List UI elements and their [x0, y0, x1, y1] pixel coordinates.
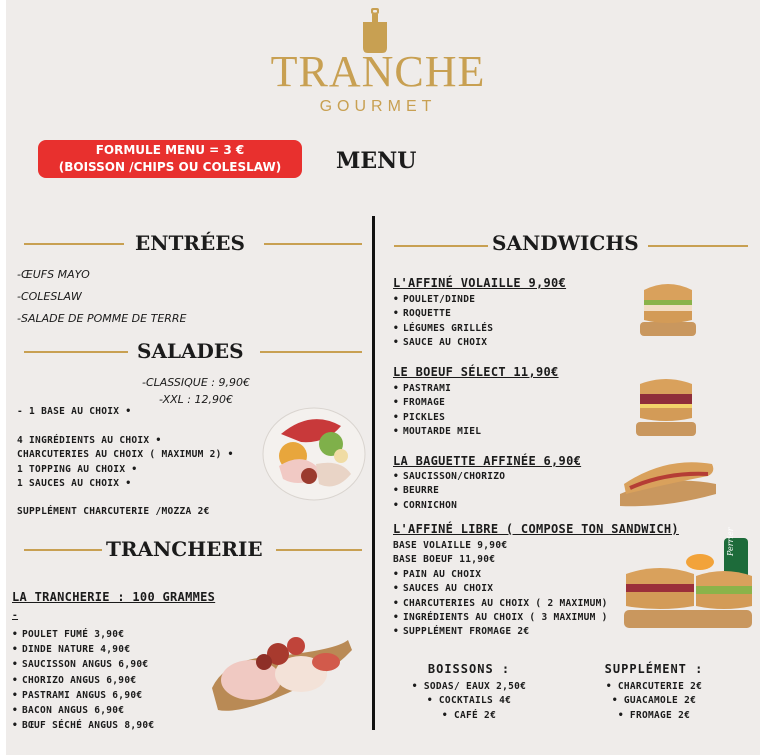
- supplements-list: [594, 680, 714, 723]
- trancherie-title: TRANCHERIE: [102, 537, 267, 561]
- boisson-item: SODAS/ EAUX 2,50€: [423, 681, 527, 692]
- formule-line-2: (BOISSON /CHIPS OU COLESLAW): [58, 160, 282, 174]
- list-item: • COCKTAILS 4€: [426, 695, 512, 707]
- salade-option: 1 TOPPING AU CHOIX •: [17, 463, 138, 475]
- entrees-rule-right: [264, 243, 362, 245]
- supplement-item: GUACAMOLE 2€: [623, 695, 697, 707]
- salade-price: -XXL : 12,90€: [159, 393, 233, 406]
- supplement-item: FROMAGE 2€: [629, 709, 691, 721]
- list-item: • SAUCE AU CHOIX: [393, 336, 493, 350]
- list-item: • GUACAMOLE 2€: [611, 695, 697, 707]
- list-item: • PASTRAMI ANGUS 6,90€: [12, 688, 154, 703]
- formule-badge: [38, 140, 302, 178]
- sandwichs-rule-left: [394, 245, 490, 247]
- salade-price: -CLASSIQUE : 9,90€: [142, 376, 250, 389]
- trancherie-list: [12, 627, 154, 733]
- boisson-item: CAFÉ 2€: [453, 709, 497, 721]
- logo: [268, 8, 488, 120]
- sandwichs-title: SANDWICHS: [488, 231, 643, 255]
- boissons-list: [404, 680, 534, 723]
- list-item: • PAIN AU CHOIX: [393, 568, 608, 582]
- menu-title: MENU: [336, 148, 417, 174]
- list-item: • DINDE NATURE 4,90€: [12, 642, 154, 657]
- sandwich-ingredients-3: [393, 470, 505, 513]
- list-item: • BEURRE: [393, 484, 505, 498]
- list-item: • FROMAGE 2€: [617, 709, 691, 721]
- list-item: • CHORIZO ANGUS 6,90€: [12, 673, 154, 688]
- entrees-rule-left: [24, 243, 124, 245]
- trancherie-subtitle: LA TRANCHERIE : 100 GRAMMES: [12, 590, 216, 604]
- salade-option: 4 INGRÉDIENTS AU CHOIX •: [17, 435, 162, 446]
- list-item: • INGRÉDIENTS AU CHOIX ( 3 MAXIMUM ): [393, 611, 608, 625]
- boisson-item: COCKTAILS 4€: [438, 695, 512, 707]
- sandwich-name-3: LA BAGUETTE AFFINÉE 6,90€: [393, 454, 582, 468]
- salades-rule-left: [24, 351, 128, 353]
- menu-page: [6, 0, 760, 755]
- list-item: • CORNICHON: [393, 499, 505, 513]
- list-item: • PICKLES: [393, 411, 481, 425]
- salade-base: - 1 BASE AU CHOIX •: [17, 406, 132, 417]
- sandwich-name-2: LE BOEUF SÉLECT 11,90€: [393, 365, 559, 379]
- list-item: • POULET FUMÉ 3,90€: [12, 627, 154, 642]
- sandwich-volaille-image: [638, 278, 698, 338]
- entree-item: -ŒUFS MAYO: [17, 268, 90, 281]
- sandwich-libre-name: L'AFFINÉ LIBRE ( COMPOSE TON SANDWICH): [393, 522, 679, 536]
- salades-title: SALADES: [133, 339, 248, 363]
- baguette-image: [616, 454, 720, 512]
- list-item: • CHARCUTERIE 2€: [605, 681, 703, 692]
- entree-item: -COLESLAW: [17, 290, 82, 303]
- boissons-title: BOISSONS :: [427, 662, 511, 676]
- entrees-title: ENTRÉES: [131, 231, 249, 255]
- supplements-title: SUPPLÉMENT :: [604, 662, 704, 676]
- salade-options: [17, 434, 234, 491]
- salades-prices: [126, 374, 266, 408]
- list-item: • MOUTARDE MIEL: [393, 425, 481, 439]
- sandwichs-rule-right: [648, 245, 748, 247]
- list-item: • FROMAGE: [393, 396, 481, 410]
- libre-base: BASE VOLAILLE 9,90€: [393, 540, 508, 551]
- libre-base: BASE BOEUF 11,90€: [393, 554, 496, 566]
- salades-rule-right: [260, 351, 362, 353]
- entrees-list: [17, 264, 187, 330]
- libre-bases: [393, 539, 507, 568]
- brand-subtitle: GOURMET: [319, 98, 437, 115]
- list-item: • PASTRAMI: [393, 382, 481, 396]
- supplement-item: CHARCUTERIE 2€: [617, 681, 703, 692]
- list-item: • CHARCUTERIES AU CHOIX ( 2 MAXIMUM): [393, 597, 608, 611]
- trancherie-rule-right: [276, 549, 362, 551]
- salade-supplement: SUPPLÉMENT CHARCUTERIE /MOZZA 2€: [17, 506, 210, 517]
- sandwich-name-1: L'AFFINÉ VOLAILLE 9,90€: [393, 276, 567, 290]
- libre-options: [393, 568, 608, 639]
- charcuterie-board-image: [206, 628, 354, 716]
- list-item: • BŒUF SÉCHÉ ANGUS 8,90€: [12, 718, 154, 733]
- center-divider: [372, 216, 375, 730]
- list-item: • CAFÉ 2€: [441, 709, 497, 721]
- formule-line-1: FORMULE MENU = 3 €: [95, 143, 245, 157]
- list-item: • POULET/DINDE: [393, 293, 493, 307]
- list-item: • LÉGUMES GRILLÉS: [393, 322, 493, 336]
- list-item: • BACON ANGUS 6,90€: [12, 703, 154, 718]
- salade-option: CHARCUTERIES AU CHOIX ( MAXIMUM 2) •: [17, 449, 234, 461]
- list-item: • SAUCISSON/CHORIZO: [393, 470, 505, 484]
- salade-option: 1 SAUCES AU CHOIX •: [17, 477, 132, 489]
- sandwich-ingredients-2: [393, 382, 481, 439]
- trancherie-dash: -: [12, 610, 19, 621]
- list-item: • SODAS/ EAUX 2,50€: [411, 681, 527, 692]
- list-item: • ROQUETTE: [393, 307, 493, 321]
- brand-name: TRANCHE: [270, 47, 486, 96]
- can-label: Perrier: [726, 527, 735, 556]
- sandwich-combo-image: [620, 536, 756, 634]
- list-item: • SAUCISSON ANGUS 6,90€: [12, 657, 154, 672]
- entree-item: -SALADE DE POMME DE TERRE: [17, 312, 187, 325]
- list-item: • SUPPLÉMENT FROMAGE 2€: [393, 625, 608, 639]
- supplements-block: [594, 662, 714, 723]
- boissons-block: [404, 662, 534, 723]
- sandwich-boeuf-image: [634, 374, 698, 438]
- list-item: • SAUCES AU CHOIX: [393, 582, 608, 596]
- trancherie-rule-left: [24, 549, 108, 551]
- salad-bowl-image: [261, 404, 367, 502]
- sandwich-ingredients-1: [393, 293, 493, 350]
